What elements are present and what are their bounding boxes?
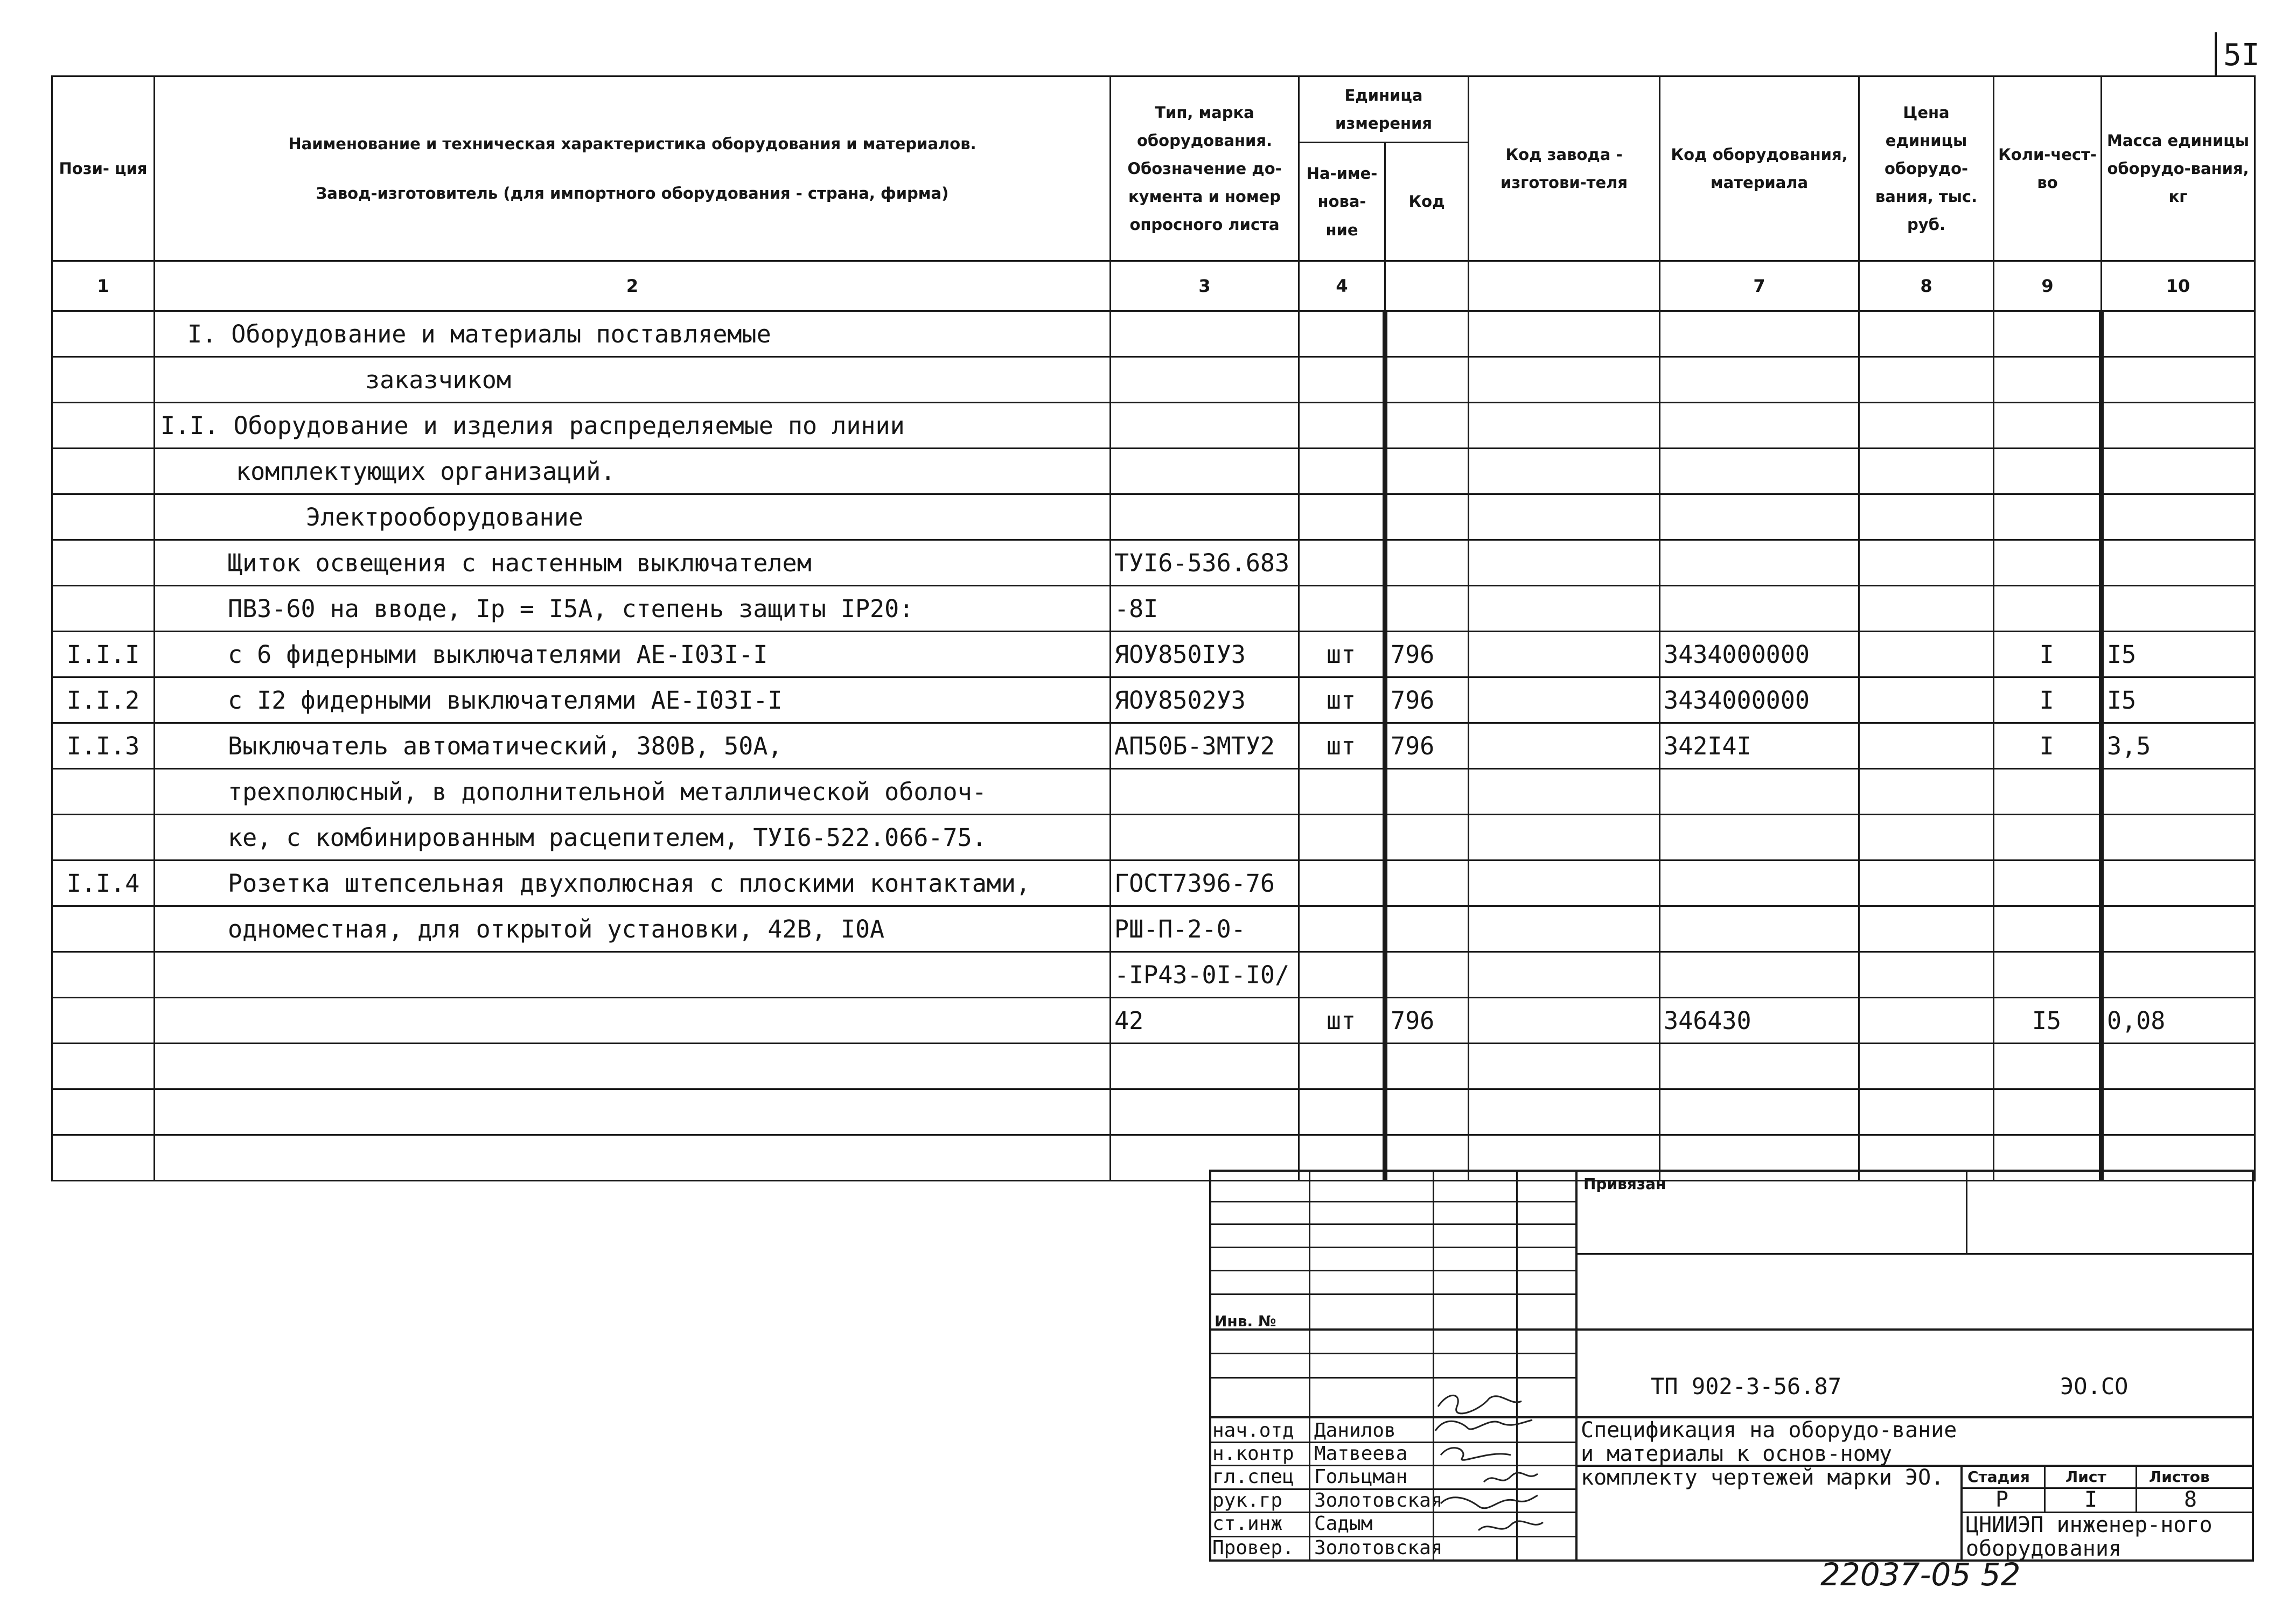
cell-price (1859, 540, 1994, 586)
cell-mass: I5 (2102, 677, 2255, 723)
cell-price (1859, 403, 1994, 449)
cell-name: с I2 фидерными выключателями АЕ-I03I-I (155, 677, 1111, 723)
cell-qty (1994, 586, 2102, 632)
cell-unit-code (1385, 540, 1469, 586)
cell-code (1660, 311, 1859, 357)
cell-name: I. Оборудование и материалы поставляемые (155, 311, 1111, 357)
cell-pos: I.I.2 (52, 677, 155, 723)
cell-price (1859, 357, 1994, 403)
cell-price (1859, 586, 1994, 632)
cell-mass (2102, 357, 2255, 403)
inv-label: Инв. № (1215, 1312, 1276, 1330)
header-mass: Масса единицы оборудо-вания, кг (2102, 76, 2255, 261)
signer-role: н.контр (1212, 1443, 1294, 1465)
header-plant-code: Код завода - изготови-теля (1469, 76, 1660, 261)
table-row (52, 357, 2255, 403)
cell-name: Щиток освещения с настенным выключателем (155, 540, 1111, 586)
cell-type (1111, 1044, 1299, 1089)
cell-pos (52, 998, 155, 1044)
cell-plant (1469, 952, 1660, 998)
column-number: 8 (1859, 261, 1994, 311)
cell-code (1660, 449, 1859, 494)
cell-unit (1299, 494, 1385, 540)
table-row (52, 540, 2255, 586)
cell-code (1660, 769, 1859, 815)
table-row (52, 632, 2255, 677)
cell-mass (2102, 769, 2255, 815)
cell-code (1660, 540, 1859, 586)
cell-qty (1994, 952, 2102, 998)
cell-code (1660, 357, 1859, 403)
cell-name: ке, с комбинированным расцепителем, ТУI6-522.066-75. (155, 815, 1111, 861)
cell-plant (1469, 1089, 1660, 1135)
cell-type: -8I (1111, 586, 1299, 632)
cell-price (1859, 952, 1994, 998)
column-number: 10 (2102, 261, 2255, 311)
cell-unit (1299, 311, 1385, 357)
cell-qty (1994, 311, 2102, 357)
cell-unit (1299, 769, 1385, 815)
sheet-number: 5I (2223, 38, 2260, 73)
header-equipment-code: Код оборудования, материала (1660, 76, 1859, 261)
cell-pos (52, 1044, 155, 1089)
cell-code (1660, 403, 1859, 449)
cell-plant (1469, 861, 1660, 906)
cell-mass (2102, 1089, 2255, 1135)
cell-name: комплектующих организаций. (155, 449, 1111, 494)
column-number: 9 (1994, 261, 2102, 311)
cell-qty (1994, 494, 2102, 540)
cell-unit (1299, 952, 1385, 998)
table-row (52, 998, 2255, 1044)
cell-code (1660, 586, 1859, 632)
cell-unit: шт (1299, 723, 1385, 769)
cell-code (1660, 952, 1859, 998)
cell-price (1859, 998, 1994, 1044)
cell-qty: I5 (1994, 998, 2102, 1044)
cell-unit (1299, 357, 1385, 403)
cell-plant (1469, 540, 1660, 586)
cell-pos: I.I.I (52, 632, 155, 677)
cell-type: ГОСТ7396-76 (1111, 861, 1299, 906)
cell-unit (1299, 540, 1385, 586)
cell-qty (1994, 357, 2102, 403)
table-row (52, 311, 2255, 357)
signature-5 (1441, 1495, 1538, 1508)
table-row (52, 677, 2255, 723)
cell-type: ЯОУ8502УЗ (1111, 677, 1299, 723)
cell-price (1859, 723, 1994, 769)
cell-mass (2102, 1044, 2255, 1089)
signer-name: Матвеева (1314, 1443, 1408, 1465)
table-row (52, 403, 2255, 449)
cell-type (1111, 311, 1299, 357)
cell-price (1859, 1089, 1994, 1135)
cell-pos (52, 311, 155, 357)
cell-unit: шт (1299, 677, 1385, 723)
cell-plant (1469, 723, 1660, 769)
stage-value: Р (1995, 1487, 2009, 1512)
signer-role: рук.гр (1212, 1489, 1283, 1512)
signer-name: Гольцман (1314, 1466, 1408, 1488)
cell-name: Электрооборудование (155, 494, 1111, 540)
signatures (1209, 1170, 2254, 1562)
cell-code (1660, 1089, 1859, 1135)
header-price: Цена единицы оборудо-вания, тыс. руб. (1859, 76, 1994, 261)
cell-mass: 3,5 (2102, 723, 2255, 769)
header-row (52, 76, 2255, 143)
cell-plant (1469, 1044, 1660, 1089)
signature-1 (1438, 1395, 1522, 1414)
signature-4 (1484, 1473, 1538, 1482)
signer-name: Золотовская (1314, 1489, 1443, 1512)
cell-code: 342I4I (1660, 723, 1859, 769)
cell-unit-code (1385, 403, 1469, 449)
table-row (52, 449, 2255, 494)
cell-unit (1299, 906, 1385, 952)
column-number: 3 (1111, 261, 1299, 311)
cell-qty (1994, 403, 2102, 449)
title-block (1209, 1170, 2254, 1562)
cell-pos (52, 449, 155, 494)
cell-mass: 0,08 (2102, 998, 2255, 1044)
header-unit-code: Код (1385, 143, 1469, 261)
cell-price (1859, 769, 1994, 815)
attached-label: Привязан (1583, 1175, 1666, 1193)
cell-code: 346430 (1660, 998, 1859, 1044)
cell-mass (2102, 403, 2255, 449)
cell-code (1660, 815, 1859, 861)
cell-pos (52, 586, 155, 632)
table-row (52, 861, 2255, 906)
cell-price (1859, 815, 1994, 861)
cell-type (1111, 357, 1299, 403)
table-row (52, 769, 2255, 815)
cell-unit-code (1385, 449, 1469, 494)
cell-name (155, 1044, 1111, 1089)
cell-unit-code (1385, 1089, 1469, 1135)
cell-unit-code (1385, 906, 1469, 952)
sheets-value: 8 (2184, 1487, 2197, 1512)
cell-plant (1469, 769, 1660, 815)
cell-unit-code: 796 (1385, 998, 1469, 1044)
cell-name (155, 998, 1111, 1044)
cell-name: Розетка штепсельная двухполюсная с плоскими контактами, (155, 861, 1111, 906)
header-gap (158, 158, 1106, 179)
signer-name: Золотовская (1314, 1537, 1443, 1559)
cell-qty (1994, 1089, 2102, 1135)
cell-qty: I (1994, 632, 2102, 677)
table-row (52, 906, 2255, 952)
cell-name: одноместная, для открытой установки, 42В, I0А (155, 906, 1111, 952)
cell-unit-code (1385, 952, 1469, 998)
cell-qty (1994, 1044, 2102, 1089)
cell-code (1660, 1044, 1859, 1089)
cell-unit (1299, 403, 1385, 449)
doc-mark: ЭО.СО (2060, 1373, 2128, 1400)
cell-unit (1299, 586, 1385, 632)
doc-code: ТП 902-3-56.87 (1651, 1373, 1842, 1400)
cell-pos: I.I.4 (52, 861, 155, 906)
cell-code (1660, 494, 1859, 540)
cell-type: АП50Б-ЗМТУ2 (1111, 723, 1299, 769)
column-number: 7 (1660, 261, 1859, 311)
cell-type: ЯОУ850IУЗ (1111, 632, 1299, 677)
cell-unit-code (1385, 311, 1469, 357)
table-row (52, 1044, 2255, 1089)
cell-pos (52, 952, 155, 998)
cell-pos (52, 1089, 155, 1135)
signer-role: нач.отд (1212, 1419, 1294, 1442)
header-position: Пози- ция (52, 76, 155, 261)
header-name-line1: Наименование и техническая характеристика оборудования и материалов. (288, 134, 976, 153)
cell-name: I.I. Оборудование и изделия распределяемые по линии (155, 403, 1111, 449)
cell-type (1111, 1089, 1299, 1135)
cell-qty (1994, 815, 2102, 861)
column-number (1385, 261, 1469, 311)
cell-unit-code (1385, 1044, 1469, 1089)
cell-mass (2102, 494, 2255, 540)
signature-6 (1478, 1521, 1543, 1530)
stage-label: Стадия (1967, 1468, 2030, 1486)
cell-pos (52, 1135, 155, 1181)
cell-unit-code: 796 (1385, 723, 1469, 769)
cell-price (1859, 861, 1994, 906)
cell-type (1111, 769, 1299, 815)
cell-plant (1469, 494, 1660, 540)
cell-type (1111, 815, 1299, 861)
table-row (52, 1089, 2255, 1135)
cell-unit-code (1385, 861, 1469, 906)
signer-role: Провер. (1212, 1537, 1294, 1559)
cell-unit-code (1385, 357, 1469, 403)
document-title: Спецификация на оборудо-вание и материалы к основ-ному комплекту чертежей марки ЭО. (1581, 1418, 1957, 1490)
cell-mass (2102, 861, 2255, 906)
cell-pos (52, 815, 155, 861)
cell-name (155, 1135, 1111, 1181)
cell-qty: I (1994, 723, 2102, 769)
cell-name: трехполюсный, в дополнительной металлической оболоч- (155, 769, 1111, 815)
cell-name: с 6 фидерными выключателями АЕ-I03I-I (155, 632, 1111, 677)
cell-plant (1469, 998, 1660, 1044)
cell-mass (2102, 952, 2255, 998)
cell-unit (1299, 449, 1385, 494)
cell-unit: шт (1299, 632, 1385, 677)
table-row (52, 723, 2255, 769)
cell-plant (1469, 815, 1660, 861)
cell-type: ТУI6-536.683 (1111, 540, 1299, 586)
header-name (155, 76, 1111, 261)
cell-type: -IP43-0I-I0/ (1111, 952, 1299, 998)
cell-mass (2102, 449, 2255, 494)
cell-unit-code (1385, 586, 1469, 632)
cell-plant (1469, 906, 1660, 952)
cell-mass (2102, 540, 2255, 586)
sheets-label: Листов (2149, 1468, 2210, 1486)
signature-3 (1441, 1448, 1511, 1460)
cell-mass (2102, 906, 2255, 952)
cell-qty (1994, 906, 2102, 952)
cell-plant (1469, 311, 1660, 357)
column-number: 2 (155, 261, 1111, 311)
cell-plant (1469, 632, 1660, 677)
sheet-number-divider (2215, 32, 2217, 75)
cell-code (1660, 906, 1859, 952)
cell-mass (2102, 311, 2255, 357)
cell-unit-code (1385, 494, 1469, 540)
signature-2 (1435, 1420, 1532, 1431)
cell-name: Выключатель автоматический, 380В, 50А, (155, 723, 1111, 769)
cell-pos (52, 769, 155, 815)
cell-pos (52, 403, 155, 449)
cell-plant (1469, 449, 1660, 494)
cell-plant (1469, 677, 1660, 723)
column-number (1469, 261, 1660, 311)
cell-plant (1469, 586, 1660, 632)
signer-name: Садым (1314, 1513, 1373, 1535)
header-type: Тип, марка оборудования. Обозначение до-кумента и номер опросного листа (1111, 76, 1299, 261)
cell-price (1859, 1044, 1994, 1089)
cell-name (155, 952, 1111, 998)
table-row (52, 586, 2255, 632)
table-row (52, 952, 2255, 998)
cell-qty: I (1994, 677, 2102, 723)
cell-unit (1299, 861, 1385, 906)
cell-code: 3434000000 (1660, 677, 1859, 723)
cell-unit (1299, 1044, 1385, 1089)
cell-price (1859, 311, 1994, 357)
cell-type (1111, 403, 1299, 449)
header-unit-name: На-име-нова-ние (1299, 143, 1385, 261)
cell-price (1859, 677, 1994, 723)
cell-code: 3434000000 (1660, 632, 1859, 677)
cell-pos (52, 540, 155, 586)
cell-unit (1299, 1089, 1385, 1135)
cell-plant (1469, 357, 1660, 403)
column-number: 1 (52, 261, 155, 311)
column-number-row (52, 261, 2255, 311)
cell-plant (1469, 403, 1660, 449)
signer-role: гл.спец (1212, 1466, 1294, 1488)
table-body (52, 311, 2255, 1181)
cell-unit-code: 796 (1385, 677, 1469, 723)
cell-price (1859, 494, 1994, 540)
cell-name (155, 1089, 1111, 1135)
cell-unit-code: 796 (1385, 632, 1469, 677)
table-row (52, 494, 2255, 540)
cell-mass (2102, 586, 2255, 632)
cell-qty (1994, 540, 2102, 586)
cell-unit-code (1385, 769, 1469, 815)
sheet-value: I (2084, 1487, 2098, 1512)
header-quantity: Коли-чест-во (1994, 76, 2102, 261)
cell-price (1859, 906, 1994, 952)
cell-pos: I.I.3 (52, 723, 155, 769)
signer-name: Данилов (1314, 1419, 1396, 1442)
cell-code (1660, 861, 1859, 906)
footer-note: 22037-05 52 (1820, 1556, 2021, 1593)
cell-type (1111, 494, 1299, 540)
cell-name: заказчиком (155, 357, 1111, 403)
cell-pos (52, 357, 155, 403)
cell-qty (1994, 449, 2102, 494)
column-number: 4 (1299, 261, 1385, 311)
cell-name: ПВЗ-60 на вводе, Iр = I5А, степень защиты IP20: (155, 586, 1111, 632)
header-name-line2: Завод-изготовитель (для импортного оборудования - страна, фирма) (316, 184, 949, 202)
signer-role: ст.инж (1212, 1513, 1283, 1535)
cell-type: РШ-П-2-0- (1111, 906, 1299, 952)
cell-mass: I5 (2102, 632, 2255, 677)
cell-price (1859, 449, 1994, 494)
cell-unit (1299, 815, 1385, 861)
table-row (52, 815, 2255, 861)
sheet-label: Лист (2065, 1468, 2106, 1486)
cell-price (1859, 632, 1994, 677)
cell-pos (52, 906, 155, 952)
organization: ЦНИИЭП инженер-ного оборудования (1966, 1513, 2213, 1561)
cell-qty (1994, 861, 2102, 906)
cell-qty (1994, 769, 2102, 815)
cell-type: 42 (1111, 998, 1299, 1044)
cell-pos (52, 494, 155, 540)
cell-mass (2102, 815, 2255, 861)
cell-type (1111, 449, 1299, 494)
cell-unit-code (1385, 815, 1469, 861)
cell-unit: шт (1299, 998, 1385, 1044)
header-unit-group: Единица измерения (1299, 76, 1469, 143)
specification-table (51, 75, 2256, 1181)
